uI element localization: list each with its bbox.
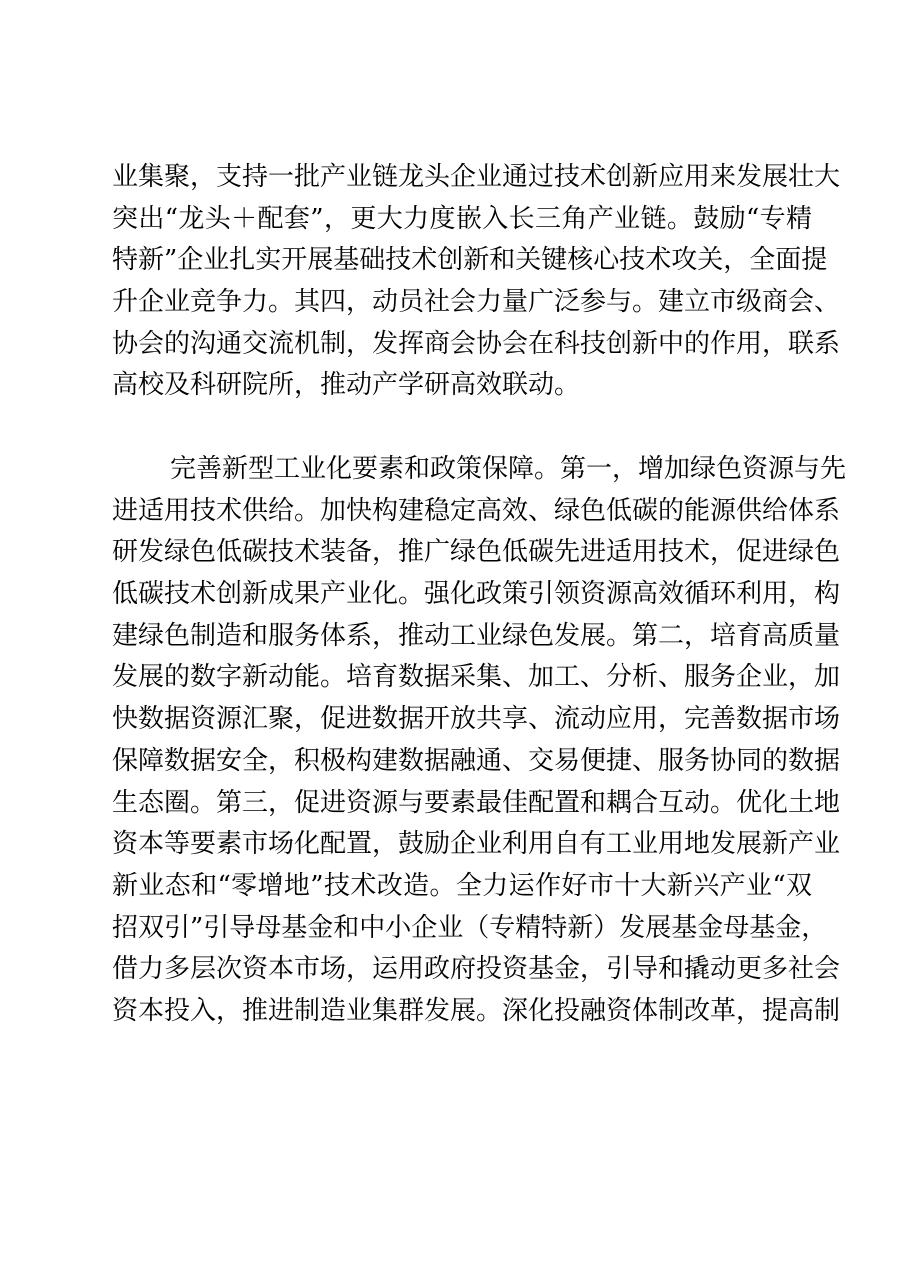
text-line: 突出“龙头＋配套”，更大力度嵌入长三角产业链。鼓励“专精 [112, 203, 812, 234]
text-line: 资本投入，推进制造业集群发展。深化投融资体制改革，提高制 [112, 995, 841, 1026]
text-line: 研发绿色低碳技术装备，推广绿色低碳先进适用技术，促进绿色 [112, 537, 841, 568]
text-line: 进适用技术供给。加快构建稳定高效、绿色低碳的能源供给体系 [112, 495, 841, 526]
text-line: 新业态和“零增地”技术改造。全力运作好市十大新兴产业“双 [112, 870, 812, 901]
text-line: 建绿色制造和服务体系，推动工业绿色发展。第二，培育高质量 [112, 620, 841, 651]
text-line: 资本等要素市场化配置，鼓励企业利用自有工业用地发展新产业 [112, 829, 841, 860]
paragraph-continued [112, 157, 841, 407]
text-line: 快数据资源汇聚，促进数据开放共享、流动应用，完善数据市场 [112, 704, 841, 735]
text-line: 发展的数字新动能。培育数据采集、加工、分析、服务企业，加 [112, 662, 841, 693]
text-line: 招双引”引导母基金和中小企业（专精特新）发展基金母基金， [112, 912, 828, 943]
text-line: 借力多层次资本市场，运用政府投资基金，引导和撬动更多社会 [112, 954, 841, 985]
text-line: 保障数据安全，积极构建数据融通、交易便捷、服务协同的数据 [112, 745, 841, 776]
text-line: 生态圈。第三，促进资源与要素最佳配置和耦合互动。优化土地 [112, 787, 841, 818]
text-line: 低碳技术创新成果产业化。强化政策引领资源高效循环利用，构 [112, 579, 841, 610]
text-line: 业集聚，支持一批产业链龙头企业通过技术创新应用来发展壮大 [112, 162, 841, 192]
text-line-indented: 完善新型工业化要素和政策保障。第一，增加绿色资源与先 [170, 454, 847, 484]
paragraph-policy-guarantee [112, 449, 847, 1033]
text-line: 协会的沟通交流机制，发挥商会协会在科技创新中的作用，联系 [112, 328, 841, 359]
text-line: 高校及科研院所，推动产学研高效联动。 [112, 370, 581, 401]
text-line: 特新”企业扎实开展基础技术创新和关键核心技术攻关，全面提 [112, 245, 828, 276]
text-line: 升企业竞争力。其四，动员社会力量广泛参与。建立市级商会、 [112, 287, 841, 318]
